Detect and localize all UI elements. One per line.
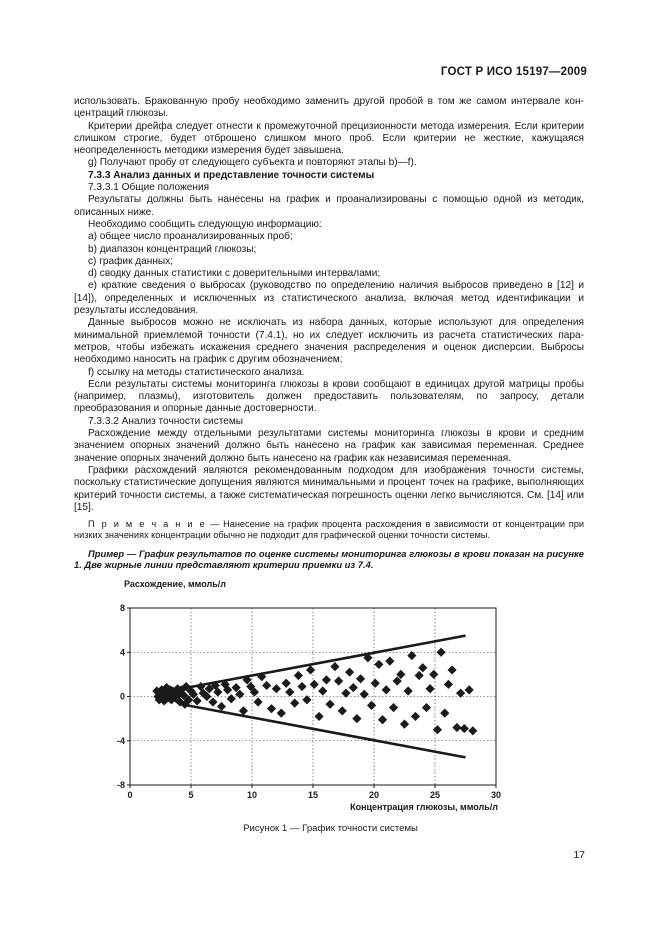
list-item-e: e) краткие сведения о выбросах (руководство по определению наличия выбросов приведено в [12] и [14]), определенных и исключенных из статистического анализа, включая метод идентификации и результаты исследования. <box>74 280 584 317</box>
data-point <box>460 724 469 733</box>
data-point <box>426 684 435 693</box>
accuracy-chart <box>110 576 510 812</box>
data-point <box>341 689 350 698</box>
y-tick-label: 0 <box>119 691 125 702</box>
paragraph: Результаты должны быть нанесены на график и проанализированы с помощью одной из методик, описанных ниже. <box>74 194 584 218</box>
data-point <box>277 708 286 717</box>
note-label: П р и м е ч а н и е <box>88 519 207 530</box>
data-point <box>297 682 306 691</box>
data-point <box>429 670 438 679</box>
list-item-c: c) график данных; <box>88 255 174 267</box>
data-point <box>302 695 311 704</box>
x-tick-label: 20 <box>368 790 380 800</box>
x-tick-label: 10 <box>246 790 258 800</box>
paragraph: Расхождение между отдельными результатами системы мониторинга глюкозы в крови и средним значением опорных значений должно быть нанесено на график как зависимая переменная. Среднее значение опорных значений должно быть нанесено на график как независимая переменная. <box>74 428 584 464</box>
note-text: — Нанесение на график процента расхождения в зависимости от концентрации при низких значениях концентрации обычно не подходит для графической оценки точности системы. <box>74 519 585 541</box>
list-item-a: a) общее число проанализированных проб; <box>88 231 293 243</box>
data-point <box>352 714 361 723</box>
data-point <box>345 668 354 677</box>
data-point <box>452 723 461 732</box>
data-points <box>152 648 477 736</box>
data-point <box>334 676 343 685</box>
data-point <box>217 702 226 711</box>
data-point <box>325 700 334 709</box>
data-point <box>254 697 263 706</box>
list-item-b: b) диапазон концентраций глюкозы; <box>88 243 257 255</box>
data-point <box>282 679 291 688</box>
data-point <box>367 701 376 710</box>
data-point <box>465 685 474 694</box>
data-point <box>349 683 358 692</box>
data-point <box>389 703 398 712</box>
example: Пример — График результатов по оценке системы мониторинга глюкозы в крови показан на рисунке 1. Две жирные линии представляют критерии приемки из 7.4. <box>74 547 584 571</box>
data-point <box>290 699 299 708</box>
subsection-heading-7-3-3-2: 7.3.3.2 Анализ точности системы <box>88 415 244 427</box>
data-point <box>433 725 442 734</box>
data-point <box>444 680 453 689</box>
data-point <box>447 665 456 674</box>
data-point <box>360 690 369 699</box>
data-point <box>415 671 424 680</box>
data-point <box>318 686 327 695</box>
body-text <box>74 96 584 571</box>
data-point <box>440 708 449 717</box>
y-tick-label: -4 <box>116 735 125 746</box>
data-point <box>374 660 383 669</box>
x-axis-label: Концентрация глюкозы, ммоль/л <box>350 802 498 812</box>
section-heading-7-3-3: 7.3.3 Анализ данных и представление точности системы <box>88 169 375 181</box>
y-axis-label: Расхождение, ммоль/л <box>124 579 226 589</box>
data-point <box>385 657 394 666</box>
criteria-line-lower <box>181 704 465 757</box>
subsection-heading-7-3-3-1: 7.3.3.1 Общие положения <box>88 182 210 194</box>
data-point <box>400 720 409 729</box>
data-point <box>294 671 303 680</box>
list-item-d: d) сводку данных статистики с доверительными интервалами; <box>88 268 381 280</box>
paragraph: Необходимо сообщить следующую информацию: <box>88 218 322 230</box>
data-point <box>285 687 294 696</box>
data-point <box>322 675 331 684</box>
data-point <box>267 704 276 713</box>
data-point <box>208 697 217 706</box>
x-tick-label: 5 <box>188 790 194 800</box>
x-tick-label: 25 <box>429 790 441 800</box>
y-tick-label: 8 <box>119 603 125 613</box>
x-tick-label: 0 <box>127 790 133 800</box>
page-number: 17 <box>573 849 585 861</box>
figure-caption: Рисунок 1 — График точности системы <box>243 823 418 834</box>
paragraph: Данные выбросов можно не исключать из набора данных, которые используют для определения минимальной приемлемой точности (7.4.1), но их следует исключить из расчета статистических параметров, чтобы избежать искажения среднего значения распределения и оценок дисперсии. Выбросы необходимо наносить на график с другим обозначением; <box>74 317 584 366</box>
y-tick-label: -8 <box>116 780 125 790</box>
list-item-g: g) Получают пробу от следующего субъекта и повторяют этапы b)—f). <box>88 157 417 169</box>
y-tick-label: 4 <box>119 647 125 658</box>
data-point <box>382 685 391 694</box>
data-point <box>356 674 365 683</box>
paragraph: использовать. Бракованную пробу необходимо заменить другой пробой в том же самом интервале концентраций глюкозы. <box>74 96 584 120</box>
paragraph: Если результаты системы мониторинга глюкозы в крови сообщают в единицах другой матрицы пробы (например, плазмы), изготовитель должен предоставить пользователям, по запросу, детали преобразования и опорные данные достоверности. <box>74 378 584 415</box>
data-point <box>378 715 387 724</box>
x-tick-label: 15 <box>307 790 319 800</box>
data-point <box>468 726 477 735</box>
data-point <box>371 679 380 688</box>
data-point <box>437 648 446 657</box>
data-point <box>407 651 416 660</box>
data-point <box>306 665 315 674</box>
x-tick-label: 30 <box>490 790 502 800</box>
data-point <box>272 684 281 693</box>
data-point <box>338 706 347 715</box>
note <box>74 519 584 542</box>
data-point <box>227 694 236 703</box>
paragraph: Критерии дрейфа следует отнести к промежуточной прецизионности метода измерения. Если критерии слишком строгие, будет отброшено слишком много проб. Если критерии не жесткие, кажущаяся неопределенность методики измерения будет завышена. <box>74 120 584 157</box>
data-point <box>262 681 271 690</box>
document-header: ГОСТ Р ИСО 15197—2009 <box>440 66 587 78</box>
paragraph: Графики расхождений являются рекомендованным подходом для изображения точности системы, поскольку статистические допущения являются минимальными и процент точек на графике, выполняющих критерий точности системы, а также систематическая погрешность оценки легко вычисляются. См. [14] или [15]. <box>74 464 584 513</box>
data-point <box>310 680 319 689</box>
data-point <box>411 712 420 721</box>
list-item-f: f) ссылку на методы статистического анализа. <box>88 366 305 378</box>
data-point <box>315 712 324 721</box>
data-point <box>404 686 413 695</box>
data-point <box>422 703 431 712</box>
data-point <box>418 663 427 672</box>
data-point <box>330 662 339 671</box>
